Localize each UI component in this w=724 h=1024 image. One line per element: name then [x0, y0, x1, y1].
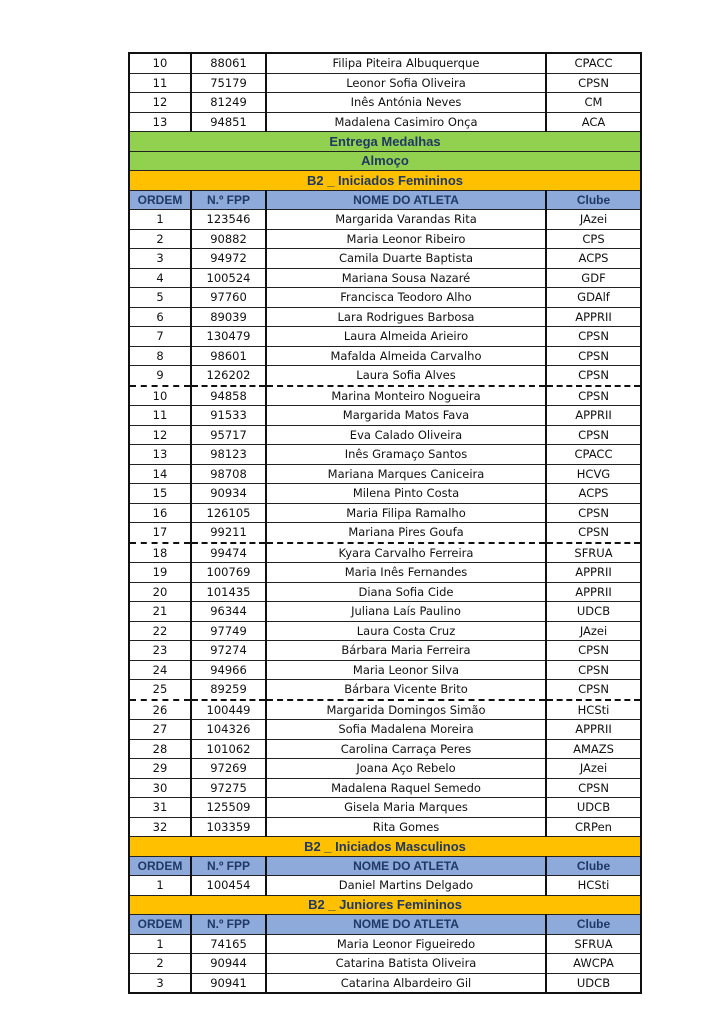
event-band-label: Entrega Medalhas	[129, 132, 641, 152]
athlete-name-cell: Margarida Matos Fava	[266, 406, 546, 426]
column-header-clube: Clube	[546, 915, 641, 935]
athlete-name-cell: Juliana Laís Paulino	[266, 602, 546, 622]
athlete-name-cell: Maria Leonor Silva	[266, 660, 546, 680]
column-header-nome: NOME DO ATLETA	[266, 190, 546, 210]
athlete-name-cell: Inês Antónia Neves	[266, 93, 546, 113]
club-cell: CM	[546, 93, 641, 113]
athlete-name-cell: Carolina Carraça Peres	[266, 739, 546, 759]
order-cell: 32	[129, 817, 191, 837]
athlete-name-cell: Leonor Sofia Oliveira	[266, 73, 546, 93]
club-cell: APPRII	[546, 307, 641, 327]
table-row	[129, 720, 641, 740]
table-row	[129, 680, 641, 700]
order-cell: 18	[129, 543, 191, 563]
table-row	[129, 464, 641, 484]
order-cell: 9	[129, 366, 191, 386]
column-header-fpp: N.º FPP	[191, 190, 266, 210]
athlete-name-cell: Eva Calado Oliveira	[266, 425, 546, 445]
column-header-fpp: N.º FPP	[191, 856, 266, 876]
fpp-number-cell: 98601	[191, 346, 266, 366]
order-cell: 31	[129, 798, 191, 818]
order-cell: 27	[129, 720, 191, 740]
athlete-name-cell: Laura Almeida Arieiro	[266, 327, 546, 347]
athlete-name-cell: Maria Inês Fernandes	[266, 563, 546, 583]
club-cell: HCSti	[546, 700, 641, 720]
order-cell: 7	[129, 327, 191, 347]
athlete-name-cell: Maria Leonor Figueiredo	[266, 934, 546, 954]
fpp-number-cell: 94851	[191, 112, 266, 132]
athlete-name-cell: Bárbara Maria Ferreira	[266, 641, 546, 661]
fpp-number-cell: 90941	[191, 973, 266, 993]
fpp-number-cell: 100769	[191, 563, 266, 583]
order-cell: 3	[129, 249, 191, 269]
event-band	[129, 151, 641, 171]
athlete-name-cell: Mafalda Almeida Carvalho	[266, 346, 546, 366]
table-row	[129, 288, 641, 308]
athlete-name-cell: Catarina Albardeiro Gil	[266, 973, 546, 993]
column-header-fpp: N.º FPP	[191, 915, 266, 935]
athlete-name-cell: Joana Aço Rebelo	[266, 759, 546, 779]
club-cell: CPACC	[546, 445, 641, 465]
table-row	[129, 503, 641, 523]
fpp-number-cell: 90882	[191, 229, 266, 249]
order-cell: 19	[129, 563, 191, 583]
fpp-number-cell: 123546	[191, 210, 266, 230]
club-cell: UDCB	[546, 798, 641, 818]
order-cell: 30	[129, 778, 191, 798]
athlete-name-cell: Gisela Maria Marques	[266, 798, 546, 818]
table-row	[129, 934, 641, 954]
column-header-nome: NOME DO ATLETA	[266, 856, 546, 876]
club-cell: APPRII	[546, 563, 641, 583]
table-row	[129, 543, 641, 563]
club-cell: CRPen	[546, 817, 641, 837]
column-header-row	[129, 190, 641, 210]
fpp-number-cell: 98123	[191, 445, 266, 465]
table-row	[129, 73, 641, 93]
column-header-ordem: ORDEM	[129, 915, 191, 935]
order-cell: 12	[129, 425, 191, 445]
category-band	[129, 837, 641, 857]
order-cell: 10	[129, 386, 191, 406]
fpp-number-cell: 100449	[191, 700, 266, 720]
fpp-number-cell: 98708	[191, 464, 266, 484]
athlete-name-cell: Inês Gramaço Santos	[266, 445, 546, 465]
table-row	[129, 484, 641, 504]
table-row	[129, 406, 641, 426]
athlete-name-cell: Madalena Raquel Semedo	[266, 778, 546, 798]
table-row	[129, 641, 641, 661]
club-cell: CPSN	[546, 366, 641, 386]
table-row	[129, 876, 641, 896]
order-cell: 1	[129, 876, 191, 896]
fpp-number-cell: 126202	[191, 366, 266, 386]
club-cell: JAzei	[546, 621, 641, 641]
fpp-number-cell: 99474	[191, 543, 266, 563]
fpp-number-cell: 94972	[191, 249, 266, 269]
order-cell: 13	[129, 445, 191, 465]
column-header-row	[129, 856, 641, 876]
club-cell: ACA	[546, 112, 641, 132]
fpp-number-cell: 101062	[191, 739, 266, 759]
table-row	[129, 563, 641, 583]
table-row	[129, 523, 641, 543]
order-cell: 20	[129, 582, 191, 602]
club-cell: APPRII	[546, 720, 641, 740]
order-cell: 23	[129, 641, 191, 661]
fpp-number-cell: 101435	[191, 582, 266, 602]
table-row	[129, 660, 641, 680]
table-row	[129, 602, 641, 622]
fpp-number-cell: 99211	[191, 523, 266, 543]
table-row	[129, 112, 641, 132]
table-row	[129, 229, 641, 249]
fpp-number-cell: 81249	[191, 93, 266, 113]
column-header-clube: Clube	[546, 190, 641, 210]
athlete-name-cell: Maria Filipa Ramalho	[266, 503, 546, 523]
table-row	[129, 700, 641, 720]
club-cell: CPSN	[546, 503, 641, 523]
club-cell: CPSN	[546, 327, 641, 347]
fpp-number-cell: 97269	[191, 759, 266, 779]
order-cell: 12	[129, 93, 191, 113]
club-cell: JAzei	[546, 759, 641, 779]
fpp-number-cell: 125509	[191, 798, 266, 818]
order-cell: 11	[129, 406, 191, 426]
club-cell: SFRUA	[546, 543, 641, 563]
club-cell: ACPS	[546, 249, 641, 269]
order-cell: 5	[129, 288, 191, 308]
athlete-name-cell: Camila Duarte Baptista	[266, 249, 546, 269]
table-row	[129, 739, 641, 759]
table-row	[129, 445, 641, 465]
order-cell: 1	[129, 210, 191, 230]
order-cell: 29	[129, 759, 191, 779]
table-row	[129, 425, 641, 445]
fpp-number-cell: 90934	[191, 484, 266, 504]
club-cell: UDCB	[546, 973, 641, 993]
fpp-number-cell: 103359	[191, 817, 266, 837]
athlete-schedule-table	[128, 52, 642, 994]
table-row	[129, 621, 641, 641]
table-row	[129, 954, 641, 974]
column-header-ordem: ORDEM	[129, 856, 191, 876]
club-cell: AWCPA	[546, 954, 641, 974]
fpp-number-cell: 91533	[191, 406, 266, 426]
fpp-number-cell: 75179	[191, 73, 266, 93]
event-band-label: Almoço	[129, 151, 641, 171]
column-header-ordem: ORDEM	[129, 190, 191, 210]
column-header-clube: Clube	[546, 856, 641, 876]
fpp-number-cell: 96344	[191, 602, 266, 622]
fpp-number-cell: 126105	[191, 503, 266, 523]
table-row	[129, 366, 641, 386]
category-title: B2 _ Juniores Femininos	[129, 895, 641, 915]
column-header-nome: NOME DO ATLETA	[266, 915, 546, 935]
order-cell: 1	[129, 934, 191, 954]
club-cell: CPACC	[546, 53, 641, 73]
fpp-number-cell: 97274	[191, 641, 266, 661]
table-row	[129, 327, 641, 347]
club-cell: CPSN	[546, 386, 641, 406]
club-cell: APPRII	[546, 406, 641, 426]
order-cell: 14	[129, 464, 191, 484]
club-cell: CPSN	[546, 425, 641, 445]
order-cell: 8	[129, 346, 191, 366]
order-cell: 3	[129, 973, 191, 993]
club-cell: CPSN	[546, 680, 641, 700]
order-cell: 26	[129, 700, 191, 720]
athlete-name-cell: Milena Pinto Costa	[266, 484, 546, 504]
fpp-number-cell: 90944	[191, 954, 266, 974]
athlete-name-cell: Margarida Domingos Simão	[266, 700, 546, 720]
order-cell: 2	[129, 954, 191, 974]
fpp-number-cell: 97275	[191, 778, 266, 798]
athlete-name-cell: Marina Monteiro Nogueira	[266, 386, 546, 406]
fpp-number-cell: 89259	[191, 680, 266, 700]
club-cell: GDAlf	[546, 288, 641, 308]
athlete-name-cell: Daniel Martins Delgado	[266, 876, 546, 896]
order-cell: 13	[129, 112, 191, 132]
athlete-name-cell: Mariana Sousa Nazaré	[266, 268, 546, 288]
order-cell: 10	[129, 53, 191, 73]
athlete-name-cell: Bárbara Vicente Brito	[266, 680, 546, 700]
fpp-number-cell: 94966	[191, 660, 266, 680]
category-title: B2 _ Iniciados Masculinos	[129, 837, 641, 857]
club-cell: CPSN	[546, 660, 641, 680]
column-header-row	[129, 915, 641, 935]
order-cell: 16	[129, 503, 191, 523]
club-cell: CPSN	[546, 73, 641, 93]
club-cell: AMAZS	[546, 739, 641, 759]
club-cell: CPSN	[546, 778, 641, 798]
athlete-name-cell: Filipa Piteira Albuquerque	[266, 53, 546, 73]
athlete-name-cell: Lara Rodrigues Barbosa	[266, 307, 546, 327]
order-cell: 28	[129, 739, 191, 759]
fpp-number-cell: 130479	[191, 327, 266, 347]
fpp-number-cell: 88061	[191, 53, 266, 73]
category-band	[129, 171, 641, 191]
table-row	[129, 817, 641, 837]
fpp-number-cell: 100524	[191, 268, 266, 288]
table-row	[129, 249, 641, 269]
athlete-name-cell: Catarina Batista Oliveira	[266, 954, 546, 974]
club-cell: SFRUA	[546, 934, 641, 954]
club-cell: CPSN	[546, 523, 641, 543]
club-cell: GDF	[546, 268, 641, 288]
athlete-name-cell: Kyara Carvalho Ferreira	[266, 543, 546, 563]
fpp-number-cell: 97749	[191, 621, 266, 641]
table-row	[129, 268, 641, 288]
fpp-number-cell: 74165	[191, 934, 266, 954]
fpp-number-cell: 104326	[191, 720, 266, 740]
table-row	[129, 307, 641, 327]
fpp-number-cell: 100454	[191, 876, 266, 896]
club-cell: CPS	[546, 229, 641, 249]
fpp-number-cell: 94858	[191, 386, 266, 406]
table-row	[129, 53, 641, 73]
order-cell: 22	[129, 621, 191, 641]
order-cell: 21	[129, 602, 191, 622]
club-cell: CPSN	[546, 641, 641, 661]
athlete-name-cell: Laura Sofia Alves	[266, 366, 546, 386]
order-cell: 24	[129, 660, 191, 680]
table-row	[129, 386, 641, 406]
club-cell: HCVG	[546, 464, 641, 484]
order-cell: 6	[129, 307, 191, 327]
table-body	[129, 53, 641, 993]
table-row	[129, 210, 641, 230]
athlete-name-cell: Margarida Varandas Rita	[266, 210, 546, 230]
club-cell: UDCB	[546, 602, 641, 622]
athlete-name-cell: Madalena Casimiro Onça	[266, 112, 546, 132]
order-cell: 15	[129, 484, 191, 504]
athlete-name-cell: Sofia Madalena Moreira	[266, 720, 546, 740]
order-cell: 11	[129, 73, 191, 93]
club-cell: JAzei	[546, 210, 641, 230]
order-cell: 2	[129, 229, 191, 249]
fpp-number-cell: 89039	[191, 307, 266, 327]
athlete-name-cell: Diana Sofia Cide	[266, 582, 546, 602]
athlete-name-cell: Rita Gomes	[266, 817, 546, 837]
table-row	[129, 759, 641, 779]
category-title: B2 _ Iniciados Femininos	[129, 171, 641, 191]
fpp-number-cell: 95717	[191, 425, 266, 445]
table-row	[129, 778, 641, 798]
order-cell: 4	[129, 268, 191, 288]
athlete-name-cell: Mariana Marques Caniceira	[266, 464, 546, 484]
table-row	[129, 973, 641, 993]
table-row	[129, 93, 641, 113]
fpp-number-cell: 97760	[191, 288, 266, 308]
athlete-name-cell: Laura Costa Cruz	[266, 621, 546, 641]
table-row	[129, 346, 641, 366]
club-cell: CPSN	[546, 346, 641, 366]
category-band	[129, 895, 641, 915]
athlete-name-cell: Maria Leonor Ribeiro	[266, 229, 546, 249]
table-row	[129, 582, 641, 602]
order-cell: 25	[129, 680, 191, 700]
club-cell: APPRII	[546, 582, 641, 602]
club-cell: ACPS	[546, 484, 641, 504]
club-cell: HCSti	[546, 876, 641, 896]
table-row	[129, 798, 641, 818]
order-cell: 17	[129, 523, 191, 543]
event-band	[129, 132, 641, 152]
athlete-name-cell: Mariana Pires Goufa	[266, 523, 546, 543]
athlete-name-cell: Francisca Teodoro Alho	[266, 288, 546, 308]
